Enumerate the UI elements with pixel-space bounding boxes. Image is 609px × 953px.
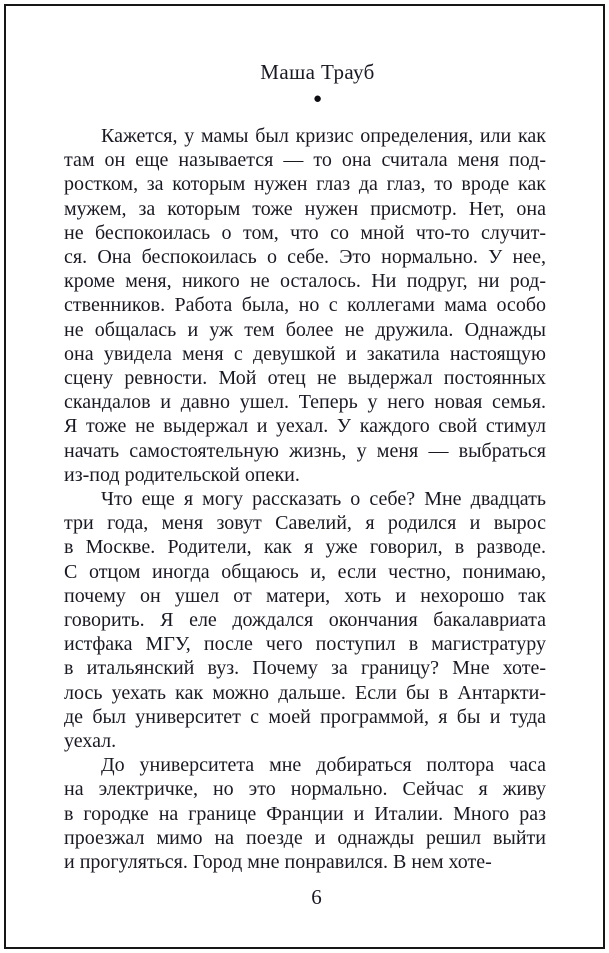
- text-line: ственников. Работа была, но с коллегами мама особо: [64, 294, 546, 317]
- text-line: Что еще я могу рассказать о себе? Мне двадцать: [101, 488, 546, 511]
- text-line: сцену ревности. Мой отец не выдержал постоянных: [64, 367, 546, 390]
- text-line: в Москве. Родители, как я уже говорил, в разводе.: [64, 536, 546, 559]
- text-line: не беспокоилась о том, что со мной что-то случит-: [64, 221, 546, 244]
- text-line: почему он ушел от матери, хоть и нехорошо так: [64, 584, 546, 607]
- body-text: [64, 124, 546, 874]
- text-line: в городке на границе Франции и Италии. Много раз: [64, 802, 546, 825]
- text-line: из-под родительской опеки.: [64, 463, 300, 486]
- text-line: на электричке, но это нормально. Сейчас я живу: [64, 778, 546, 801]
- text-line: проезжал мимо на поезде и однажды решил выйти: [64, 826, 546, 849]
- text-line: уехал.: [64, 730, 117, 753]
- text-line: кроме меня, никого не осталось. Ни подруг, ни род-: [64, 270, 546, 293]
- text-line: Кажется, у мамы был кризис определения, или как: [101, 125, 546, 147]
- text-line: де был университет с моей программой, я бы и туда: [64, 705, 546, 728]
- text-line: С отцом иногда общаюсь и, если честно, понимаю,: [64, 560, 546, 583]
- text-line: в итальянский вуз. Почему за границу? Мне хоте-: [64, 657, 546, 680]
- text-line: истфака МГУ, после чего поступил в магистратуру: [64, 633, 546, 656]
- text-line: ся. Она беспокоилась о себе. Это нормально. У нее,: [64, 246, 546, 269]
- section-dot-ornament: ●: [312, 91, 323, 107]
- page-number: 6: [311, 885, 322, 910]
- text-line: До университета мне добираться полтора часа: [101, 754, 546, 777]
- text-line: мужем, за которым тоже нужен присмотр. Нет, она: [64, 197, 546, 220]
- running-header-author: Маша Трауб: [260, 60, 375, 84]
- text-line: лось уехать как можно дальше. Если бы в Антаркти-: [64, 681, 546, 704]
- text-line: три года, меня зовут Савелий, я родился и вырос: [64, 512, 546, 535]
- text-line: и прогуляться. Город мне понравился. В нем хоте-: [64, 851, 492, 874]
- text-line: она увидела меня с девушкой и закатила настоящую: [64, 342, 546, 365]
- text-line: там он еще называется — то она считала меня под-: [64, 149, 546, 172]
- text-line: начать самостоятельную жизнь, у меня — выбраться: [64, 439, 546, 462]
- text-line: говорить. Я еле дождался окончания бакалавриата: [64, 609, 546, 632]
- text-line: Я тоже не выдержал и уехал. У каждого свой стимул: [64, 415, 546, 438]
- text-line: скандалов и давно ушел. Теперь у него новая семья.: [64, 391, 546, 414]
- text-line: ростком, за которым нужен глаз да глаз, то вроде как: [64, 173, 546, 196]
- text-line: не общалась и уж тем более не дружила. Однажды: [64, 318, 546, 341]
- page-content: [6, 6, 603, 909]
